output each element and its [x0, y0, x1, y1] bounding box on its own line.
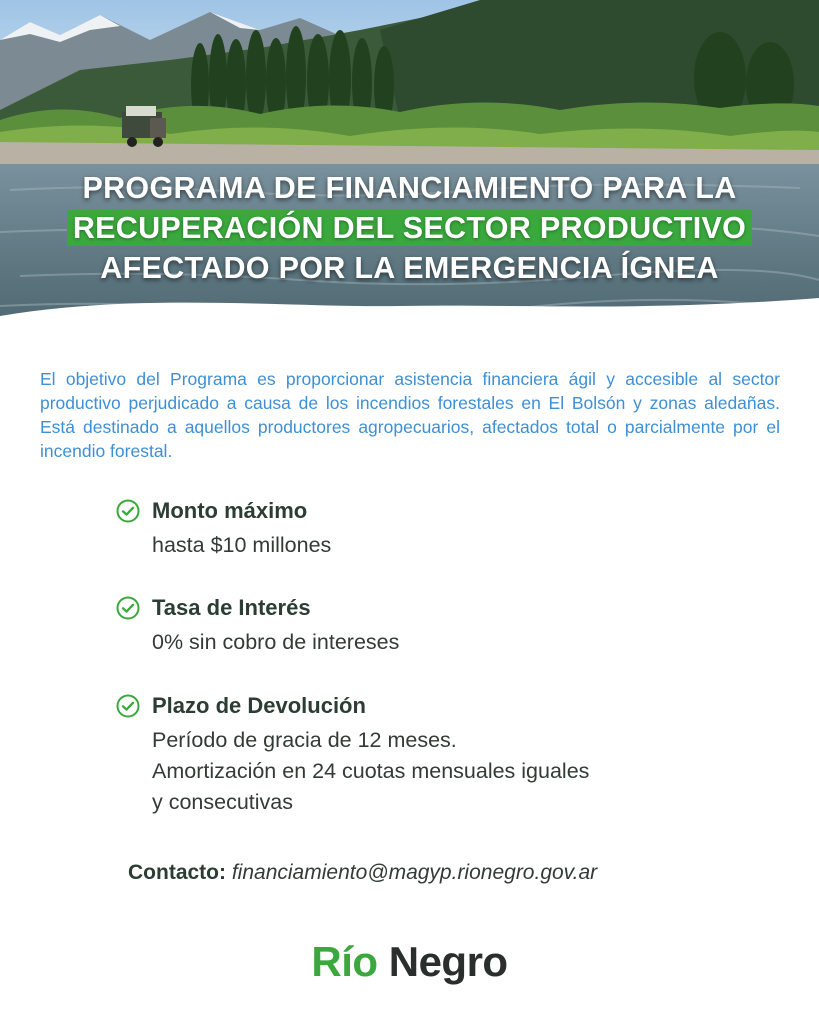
info-item-label: Plazo de Devolución — [152, 693, 366, 718]
logo-part-negro: Negro — [388, 938, 508, 985]
info-item-value-line: 0% sin cobro de intereses — [152, 630, 400, 654]
title-line-2-highlight: RECUPERACIÓN DEL SECTOR PRODUCTIVO — [67, 210, 752, 246]
check-circle-icon — [116, 694, 140, 718]
info-item-value-line: hasta $10 millones — [152, 533, 332, 557]
title-line-1: PROGRAMA DE FINANCIAMIENTO PARA LA — [82, 171, 737, 205]
info-item-label: Monto máximo — [152, 498, 308, 523]
check-circle-icon — [116, 499, 140, 523]
info-item-value-line: Período de gracia de 12 meses. — [152, 728, 457, 752]
info-item-value — [152, 627, 399, 658]
contact-email-link[interactable]: financiamiento@magyp.rionegro.gov.ar — [231, 861, 598, 884]
info-item-value-line: y consecutivas — [152, 790, 294, 814]
contact-line — [128, 861, 597, 885]
info-item-label: Tasa de Interés — [152, 595, 311, 620]
rio-negro-logo — [0, 938, 819, 986]
page-title — [0, 168, 819, 288]
info-item-value — [152, 725, 589, 818]
program-description: El objetivo del Programa es proporcionar asistencia financiera ágil y accesible al sector productivo perjudicado a causa de los incendios forestales en El Bolsón y zonas aledañas. Está destinado a aquellos productores agropecuarios, afectados total o parcialmente por el incendio forestal. — [40, 369, 780, 461]
logo-part-rio: Río — [311, 938, 378, 985]
contact-label: Contacto: — [128, 861, 226, 884]
info-item-value — [152, 530, 331, 561]
title-line-3: AFECTADO POR LA EMERGENCIA ÍGNEA — [100, 251, 719, 285]
info-item-value-line: Amortización en 24 cuotas mensuales iguales — [152, 759, 590, 783]
check-circle-icon — [116, 596, 140, 620]
